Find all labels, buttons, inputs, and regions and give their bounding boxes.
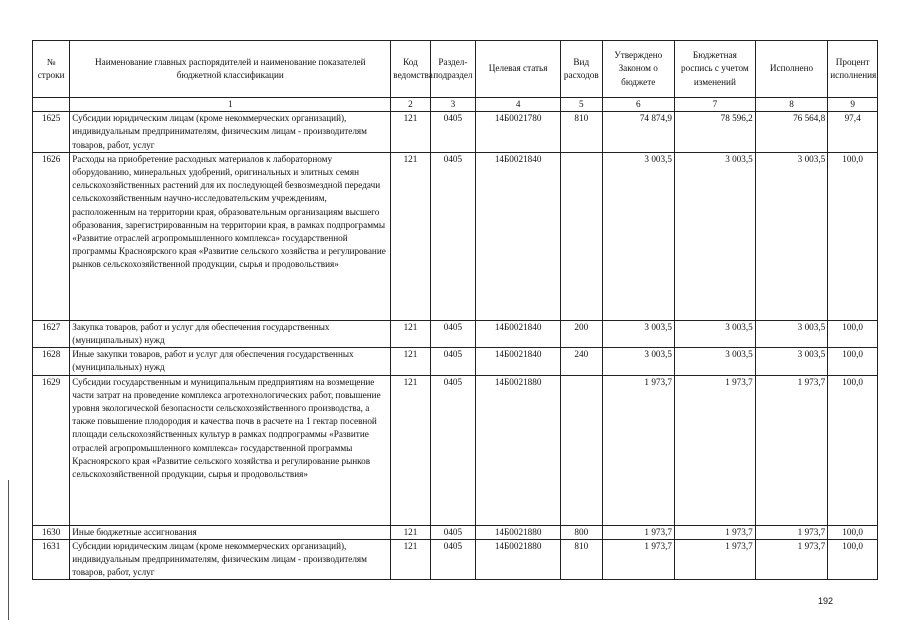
budget-sheet [32,40,878,580]
section-cell: 0405 [430,375,476,525]
header-expense-type: Вид расходов [561,41,602,98]
row-number-cell: 1629 [33,375,70,525]
budget-table [32,40,878,580]
dept-code-cell: 121 [391,112,430,153]
percent-cell: 100,0 [828,525,878,539]
executed-cell: 1 973,7 [755,375,827,525]
dept-code-cell: 121 [391,375,430,525]
section-cell: 0405 [430,112,476,153]
column-number [33,98,70,112]
header-row [33,41,878,98]
target-item-cell: 14Б0021780 [476,112,561,153]
section-cell: 0405 [430,320,476,347]
table-row [33,320,878,347]
percent-cell: 100,0 [828,320,878,347]
executed-cell: 3 003,5 [755,152,827,320]
header-dept-code: Код ведомства [391,41,430,98]
percent-cell: 100,0 [828,375,878,525]
expense-type-cell: 240 [561,348,602,375]
row-name-cell: Субсидии юридическим лицам (кроме некоммерческих организаций), индивидуальным предпринимателям, физическим лицам - производителям товаров, работ, услуг [70,539,391,580]
column-number: 4 [476,98,561,112]
target-item-cell: 14Б0021880 [476,525,561,539]
target-item-cell: 14Б0021880 [476,375,561,525]
header-budget-list: Бюджетная роспись с учетом изменений [674,41,755,98]
percent-cell: 100,0 [828,539,878,580]
table-row [33,539,878,580]
target-item-cell: 14Б0021840 [476,152,561,320]
header-percent: Процент исполнения [828,41,878,98]
percent-cell: 100,0 [828,348,878,375]
budget-list-cell: 1 973,7 [674,525,755,539]
header-name: Наименование главных распорядителей и наименование показателей бюджетной классификации [70,41,391,98]
percent-cell: 100,0 [828,152,878,320]
expense-type-cell: 810 [561,112,602,153]
column-number: 1 [70,98,391,112]
row-number-cell: 1626 [33,152,70,320]
expense-type-cell: 810 [561,539,602,580]
executed-cell: 76 564,8 [755,112,827,153]
row-name-cell: Закупка товаров, работ и услуг для обеспечения государственных (муниципальных) нужд [70,320,391,347]
executed-cell: 1 973,7 [755,525,827,539]
expense-type-cell [561,375,602,525]
header-approved: Утверждено Законом о бюджете [602,41,674,98]
row-number-cell: 1627 [33,320,70,347]
target-item-cell: 14Б0021880 [476,539,561,580]
budget-list-cell: 3 003,5 [674,320,755,347]
approved-cell: 3 003,5 [602,348,674,375]
section-cell: 0405 [430,539,476,580]
expense-type-cell: 200 [561,320,602,347]
row-name-cell: Субсидии юридическим лицам (кроме некоммерческих организаций), индивидуальным предпринимателям, физическим лицам - производителям товаров, работ, услуг [70,112,391,153]
row-name-cell: Иные бюджетные ассигнования [70,525,391,539]
row-number-cell: 1631 [33,539,70,580]
approved-cell: 1 973,7 [602,539,674,580]
column-number: 5 [561,98,602,112]
binding-line [8,480,9,620]
executed-cell: 3 003,5 [755,320,827,347]
dept-code-cell: 121 [391,539,430,580]
column-number: 9 [828,98,878,112]
row-name-cell: Субсидии государственным и муниципальным предприятиям на возмещение части затрат на проведение комплекса агротехнологических работ, повышение уровня экологической безопасности сельскохозяйственного производства, а также повышение плодородия и качества почв в расчете на 1 гектар посевной площади сельскохозяйственных культур в рамках подпрограммы «Развитие отраслей агропромышленного комплекса» государственной программы Красноярского края «Развитие сельского хозяйства и регулирование рынков сельскохозяйственной продукции, сырья и продовольствия» [70,375,391,525]
executed-cell: 1 973,7 [755,539,827,580]
approved-cell: 1 973,7 [602,525,674,539]
target-item-cell: 14Б0021840 [476,348,561,375]
approved-cell: 74 874,9 [602,112,674,153]
row-number-cell: 1625 [33,112,70,153]
approved-cell: 1 973,7 [602,375,674,525]
section-cell: 0405 [430,348,476,375]
column-number: 3 [430,98,476,112]
table-row [33,525,878,539]
dept-code-cell: 121 [391,348,430,375]
page-number: 192 [818,596,834,606]
column-number: 2 [391,98,430,112]
dept-code-cell: 121 [391,525,430,539]
column-number: 8 [755,98,827,112]
column-number-row [33,98,878,112]
budget-list-cell: 3 003,5 [674,152,755,320]
column-number: 7 [674,98,755,112]
budget-list-cell: 3 003,5 [674,348,755,375]
row-name-cell: Расходы на приобретение расходных материалов к лабораторному оборудованию, минеральных удобрений, оригинальных и элитных семян сельскохозяйственных растений для их последующей безвозмездной передачи сельскохозяйственным научно-исследовательским учреждениям, расположенным на территории края, образовательным организациям высшего образования, зарегистрированным на территории края, в рамках подпрограммы «Развитие отраслей агропромышленного комплекса» государственной программы Красноярского края «Развитие сельского хозяйства и регулирование рынков сельскохозяйственной продукции, сырья и продовольствия» [70,152,391,320]
row-number-cell: 1630 [33,525,70,539]
expense-type-cell [561,152,602,320]
dept-code-cell: 121 [391,152,430,320]
approved-cell: 3 003,5 [602,152,674,320]
budget-list-cell: 78 596,2 [674,112,755,153]
executed-cell: 3 003,5 [755,348,827,375]
header-executed: Исполнено [755,41,827,98]
table-row [33,112,878,153]
target-item-cell: 14Б0021840 [476,320,561,347]
table-row [33,152,878,320]
budget-list-cell: 1 973,7 [674,375,755,525]
section-cell: 0405 [430,525,476,539]
table-row [33,348,878,375]
section-cell: 0405 [430,152,476,320]
row-number-cell: 1628 [33,348,70,375]
expense-type-cell: 800 [561,525,602,539]
dept-code-cell: 121 [391,320,430,347]
approved-cell: 3 003,5 [602,320,674,347]
header-row-no: № строки [33,41,70,98]
percent-cell: 97,4 [828,112,878,153]
header-target-item: Целевая статья [476,41,561,98]
budget-list-cell: 1 973,7 [674,539,755,580]
header-section: Раздел-подраздел [430,41,476,98]
row-name-cell: Иные закупки товаров, работ и услуг для обеспечения государственных (муниципальных) нужд [70,348,391,375]
column-number: 6 [602,98,674,112]
table-row [33,375,878,525]
